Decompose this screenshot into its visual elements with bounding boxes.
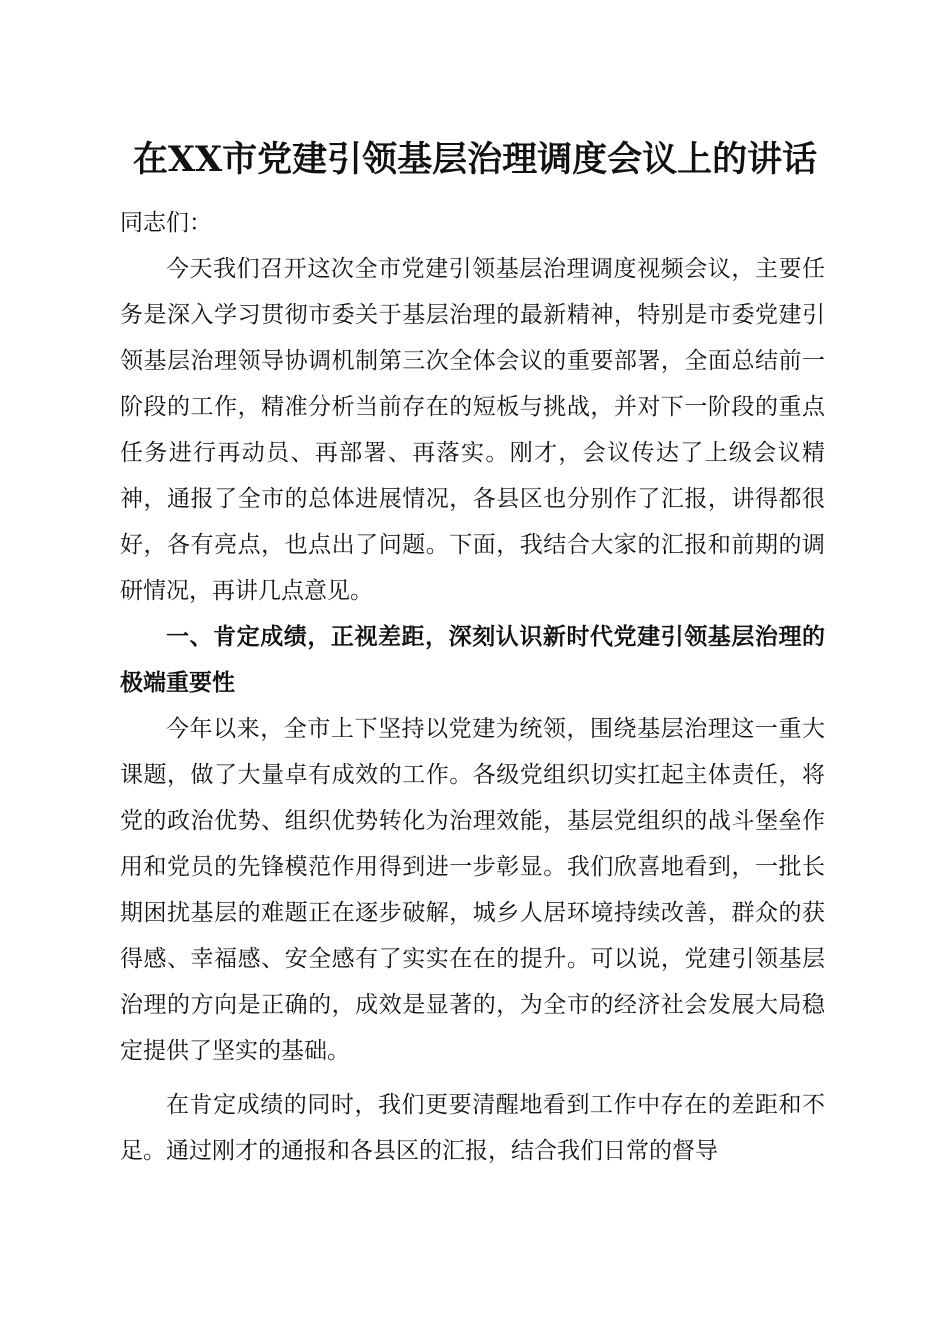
paragraph-opening: 今天我们召开这次全市党建引领基层治理调度视频会议，主要任务是深入学习贯彻市委关于基层治理的最新精神，特别是市委党建引领基层治理领导协调机制第三次全体会议的重要部署，全面总结前一阶段的工作，精准分析当前存在的短板与挑战，并对下一阶段的重点任务进行再动员、再部署、再落实。刚才，会议传达了上级会议精神，通报了全市的总体进展情况，各县区也分别作了汇报，讲得都很好，各有亮点，也点出了问题。下面，我结合大家的汇报和前期的调研情况，再讲几点意见。 xyxy=(120,256,825,604)
paragraph-achievements: 今年以来，全市上下坚持以党建为统领，围绕基层治理这一重大课题，做了大量卓有成效的工作。各级党组织切实扛起主体责任，将党的政治优势、组织优势转化为治理效能，基层党组织的战斗堡垒作用和党员的先锋模范作用得到进一步彰显。我们欣喜地看到，一批长期困扰基层的难题正在逐步破解，城乡人居环境持续改善，群众的获得感、幸福感、安全感有了实实在在的提升。可以说，党建引领基层治理的方向是正确的，成效是显著的，为全市的经济社会发展大局稳定提供了坚实的基础。 xyxy=(120,716,825,1064)
document-title: 在XX市党建引领基层治理调度会议上的讲话 xyxy=(132,139,818,180)
salutation: 同志们： xyxy=(120,210,212,236)
section-heading-1: 一、肯定成绩，正视差距，深刻认识新时代党建引领基层治理的极端重要性 xyxy=(120,624,825,696)
paragraph-shortcomings: 在肯定成绩的同时，我们更要清醒地看到工作中存在的差距和不足。通过刚才的通报和各县区的汇报，结合我们日常的督导 xyxy=(120,1092,825,1164)
document-body xyxy=(120,200,825,1174)
